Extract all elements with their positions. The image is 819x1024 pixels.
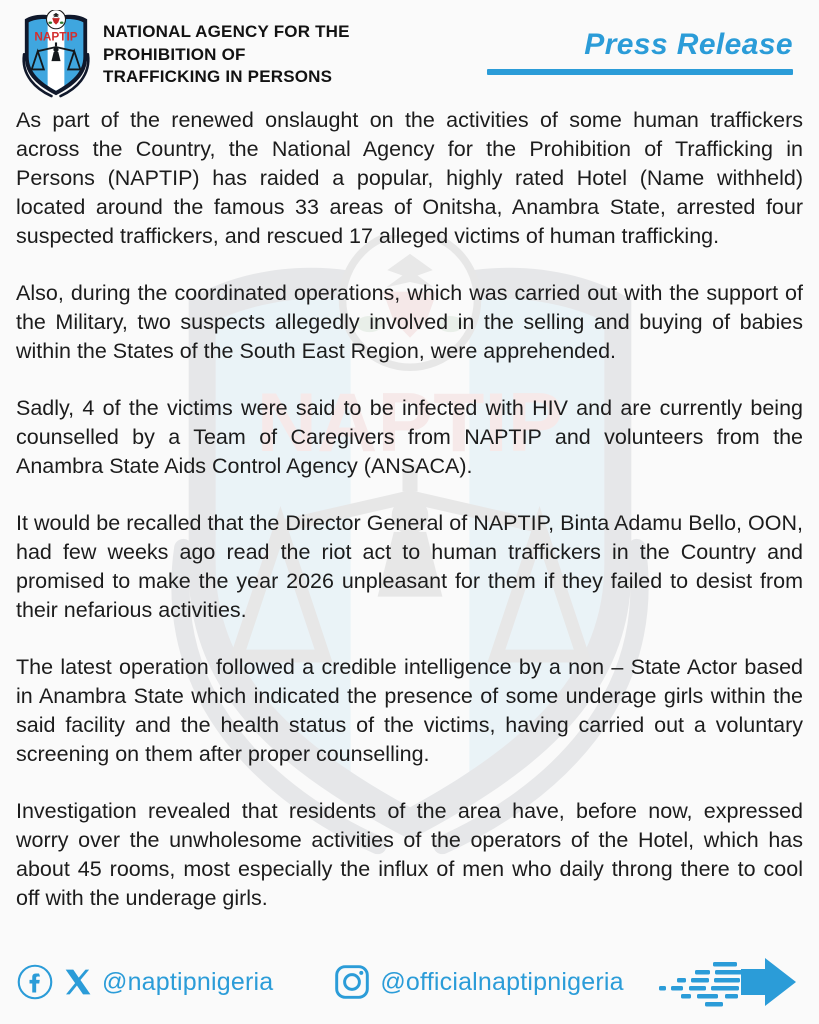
- facebook-x-handle[interactable]: @naptipnigeria: [102, 967, 274, 996]
- naptip-logo: [18, 10, 94, 100]
- press-release-header: [487, 28, 793, 75]
- paragraph-3: Sadly, 4 of the victims were said to be infected with HIV and are currently being counselled by a Team of Caregivers from NAPTIP and volunteers from the Anambra State Aids Control Agency (ANSACA).: [16, 396, 803, 478]
- press-release-underline: [487, 69, 793, 75]
- x-icon[interactable]: [63, 967, 93, 997]
- agency-name: [103, 21, 350, 89]
- press-release-body: [0, 106, 819, 913]
- press-release-title: Press Release: [584, 28, 793, 61]
- paragraph-2: Also, during the coordinated operations, which was carried out with the support of the Military, two suspects allegedly involved in the selling and buying of babies within the States of the South East Region, were apprehended.: [16, 281, 803, 363]
- facebook-x-handle-group[interactable]: [16, 963, 273, 1001]
- instagram-icon[interactable]: [333, 963, 371, 1001]
- paragraph-5: The latest operation followed a credible intelligence by a non – State Actor based in Anambra State which indicated the presence of some underage girls within the said facility and the health status of the victims, having carried out a voluntary screening on them after proper counselling.: [16, 655, 803, 766]
- paragraph-6: Investigation revealed that residents of the area have, before now, expressed worry over the unwholesome activities of the operators of the Hotel, which has about 45 rooms, most especially the influx of men who daily throng there to cool off with the underage girls.: [16, 799, 803, 910]
- agency-name-line-2: PROHIBITION OF: [103, 44, 246, 64]
- facebook-icon[interactable]: [16, 963, 54, 1001]
- header: [0, 0, 819, 96]
- agency-name-line-3: TRAFFICKING IN PERSONS: [103, 67, 333, 87]
- arrow-right-icon[interactable]: [647, 956, 797, 1008]
- paragraph-4: It would be recalled that the Director General of NAPTIP, Binta Adamu Bello, OON, had few weeks ago read the riot act to human traffickers in the Country and promised to make the year 2026 unpleasant for them if they failed to desist from their nefarious activities.: [16, 511, 803, 622]
- agency-name-line-1: NATIONAL AGENCY FOR THE: [103, 22, 350, 41]
- instagram-handle-group[interactable]: [333, 963, 623, 1001]
- instagram-handle[interactable]: @officialnaptipnigeria: [380, 967, 624, 996]
- paragraph-1: As part of the renewed onslaught on the activities of some human traffickers across the Country, the National Agency for the Prohibition of Trafficking in Persons (NAPTIP) has raided a popular, highly rated Hotel (Name withheld) located around the famous 33 areas of Onitsha, Anambra State, arrested four suspected traffickers, and rescued 17 alleged victims of human trafficking.: [16, 108, 803, 248]
- footer: [16, 954, 803, 1010]
